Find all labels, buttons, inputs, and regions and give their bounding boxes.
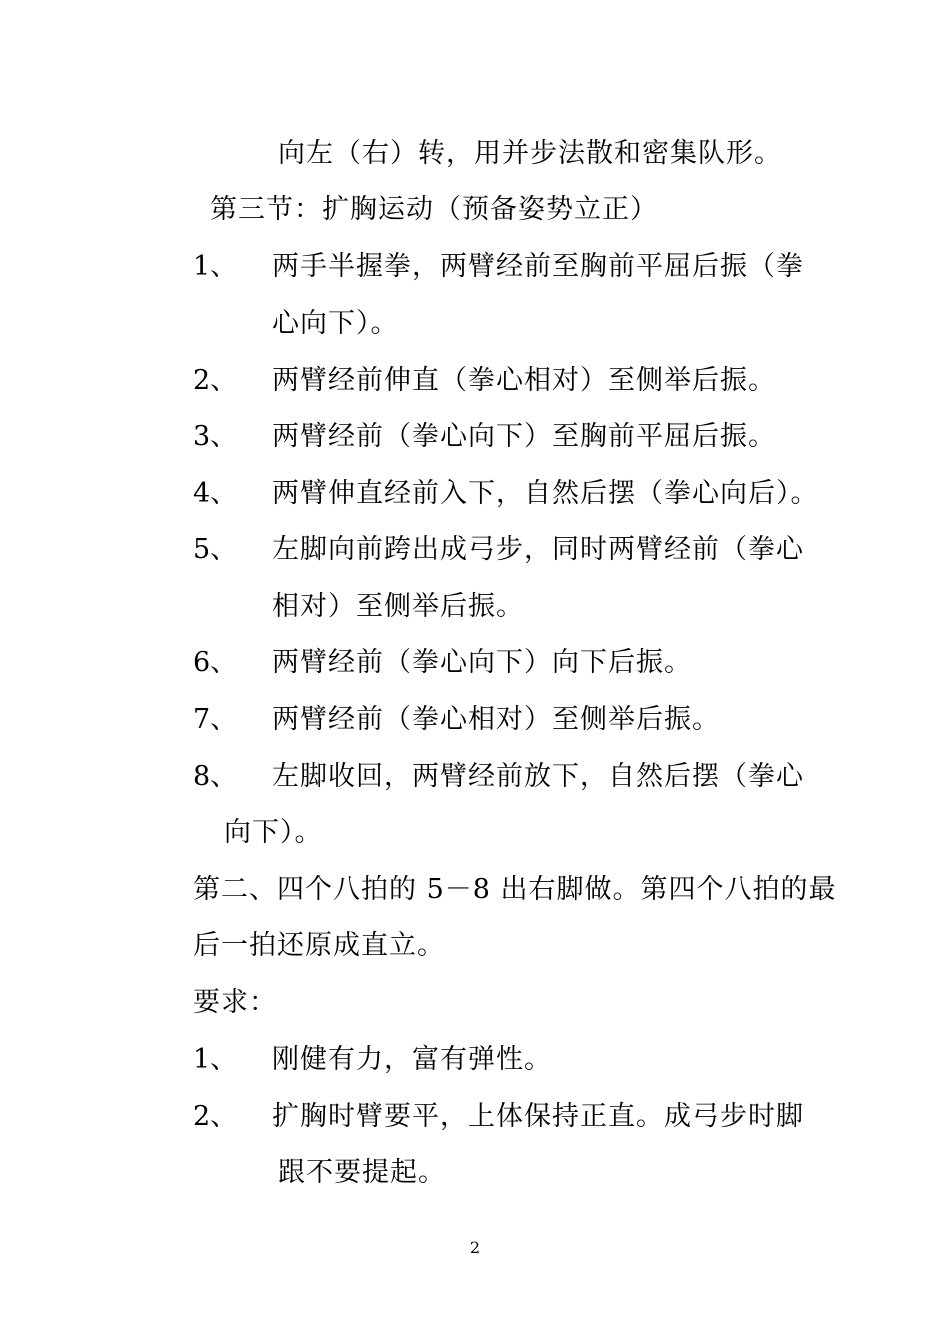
list-item-text: 两臂经前（拳心向下）向下后振。 (272, 647, 692, 678)
list-item-text: 刚健有力，富有弹性。 (272, 1044, 552, 1075)
list-item-text: 两臂经前（拳心向下）至胸前平屈后振。 (272, 421, 776, 452)
list-item-text: 扩胸时臂要平，上体保持正直。成弓步时脚 (272, 1101, 804, 1132)
requirements-heading: 要求： (193, 987, 277, 1018)
list-item-text: 左脚向前跨出成弓步，同时两臂经前（拳心 (272, 534, 804, 565)
list-item-text: 两臂经前（拳心相对）至侧举后振。 (272, 704, 720, 735)
list-item-number: 1、 (193, 251, 238, 282)
list-item-number: 2、 (193, 365, 238, 396)
list-item-number: 5、 (193, 534, 238, 565)
list-item-continuation: 相对）至侧举后振。 (272, 591, 524, 622)
list-item-number: 4、 (193, 478, 238, 509)
list-item-number: 2、 (193, 1101, 238, 1132)
paragraph-line: 后一拍还原成直立。 (193, 930, 445, 961)
list-item-number: 7、 (193, 704, 238, 735)
list-item-text: 两臂经前伸直（拳心相对）至侧举后振。 (272, 365, 776, 396)
list-item-continuation: 心向下）。 (272, 308, 399, 339)
text-line: 向左（右）转，用并步法散和密集队形。 (278, 138, 782, 169)
list-item-number: 6、 (193, 647, 238, 678)
list-item-continuation: 向下）。 (224, 817, 323, 848)
list-item-text: 左脚收回，两臂经前放下，自然后摆（拳心 (272, 761, 804, 792)
list-item-text: 两臂伸直经前入下，自然后摆（拳心向后）。 (272, 478, 819, 509)
list-item-number: 8、 (193, 761, 238, 792)
paragraph-line: 第二、四个八拍的 5－8 出右脚做。第四个八拍的最 (193, 874, 837, 905)
list-item-text: 两手半握拳，两臂经前至胸前平屈后振（拳 (272, 251, 804, 282)
list-item-number: 3、 (193, 421, 238, 452)
list-item-continuation: 跟不要提起。 (278, 1157, 446, 1188)
section-heading: 第三节：扩胸运动（预备姿势立正） (210, 194, 658, 225)
list-item-number: 1、 (193, 1044, 238, 1075)
page-number: 2 (469, 1238, 481, 1257)
